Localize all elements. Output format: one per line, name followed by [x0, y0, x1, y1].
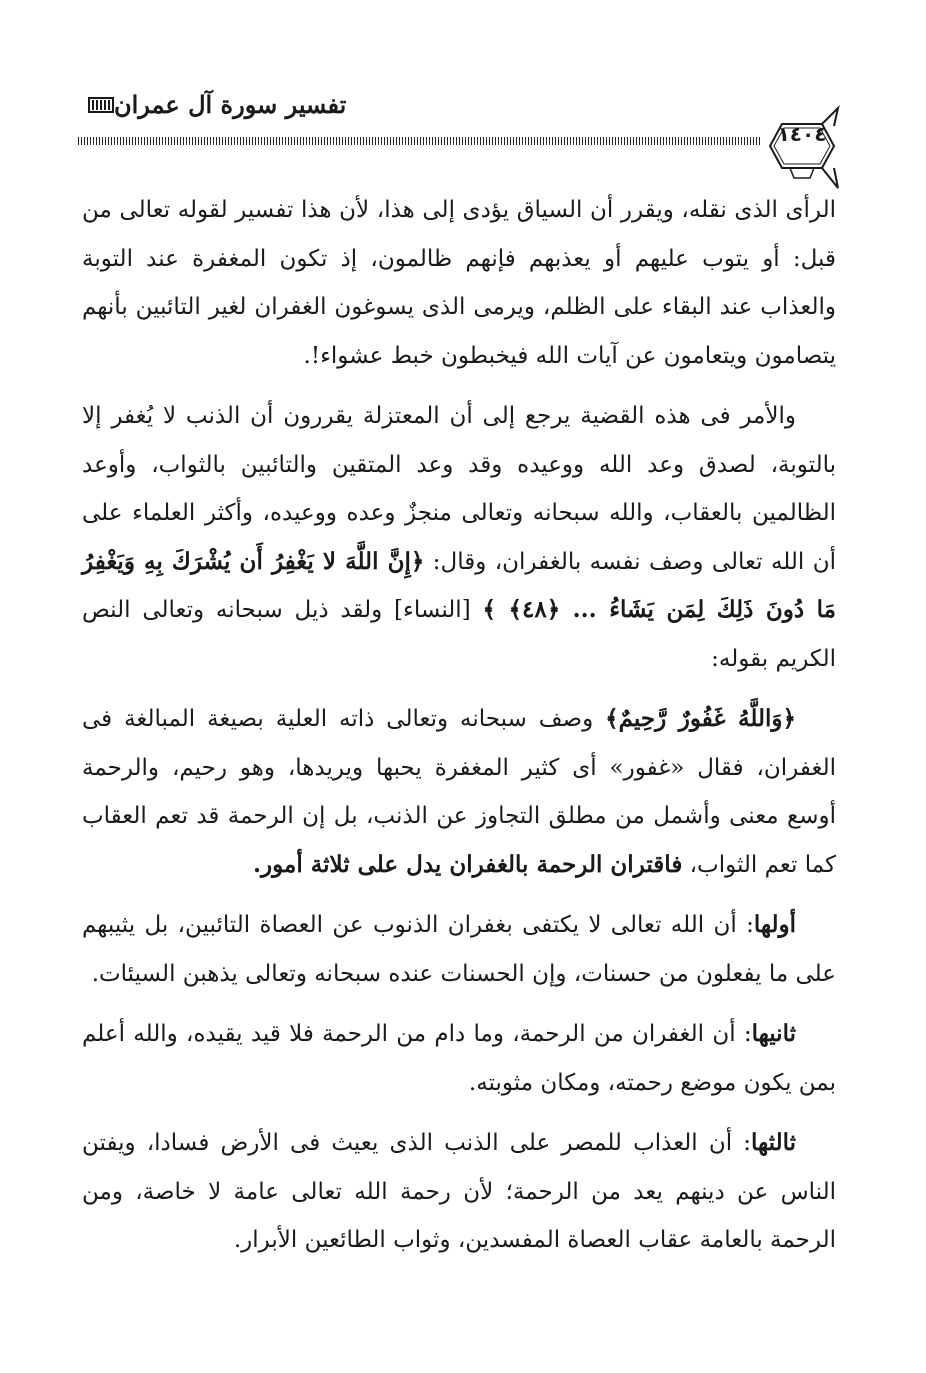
body-text [82, 186, 836, 1277]
paragraph [82, 186, 836, 380]
bold-text-segment: ﴿وَاللَّهُ غَفُورٌ رَّحِيمٌ﴾ [605, 705, 796, 732]
page-number-badge [760, 100, 844, 192]
text-segment: : أن الله تعالى لا يكتفى بغفران الذنوب عن العصاة التائبين، بل يثيبهم على ما يفعلون من حسنات، وإن الحسنات عنده سبحانه وتعالى يذهبن السيئات. [82, 912, 836, 987]
page-header [78, 80, 840, 190]
text-segment: والأمر فى هذه القضية يرجع إلى أن المعتزلة يقررون أن الذنب لا يُغفر إلا بالتوبة، لصدق وعد الله ووعيده وقد وعد المتقين والتائبين بالثواب، وأوعد الظالمين بالعقاب، والله سبحانه وتعالى منجزٌ وعده ووعيده، وأكثر العلماء على أن الله تعالى وصف نفسه بالغفران، وقال: [82, 403, 836, 575]
paragraph [82, 392, 836, 683]
paragraph [82, 901, 836, 998]
text-segment: : أن الغفران من الرحمة، وما دام من الرحمة فلا قيد يقيده، والله أعلم بمن يكون موضع رحمته، ومكان مثوبته. [82, 1021, 836, 1096]
text-segment: : أن العذاب للمصر على الذنب الذى يعيث فى الأرض فسادا، ويفتن الناس عن دينهم يعد من الرحمة؛ لأن رحمة الله تعالى عامة لا خاصة، ومن الرحمة بالعامة عقاب العصاة المفسدين، وثواب الطائعين الأبرار. [82, 1130, 836, 1253]
text-segment: [النساء] ولقد ذيل سبحانه وتعالى النص الكريم بقوله: [82, 597, 836, 672]
paragraph [82, 1119, 836, 1265]
bold-text-segment: ثالثها [751, 1129, 796, 1156]
header-rule [78, 137, 760, 145]
bold-text-segment: ثانيها [751, 1020, 796, 1047]
text-segment: وصف سبحانه وتعالى ذاته العلية بصيغة المبالغة فى الغفران، فقال «غفور» أى كثير المغفرة يحبها ويريدها، وهو رحيم، والرحمة أوسع معنى وأشمل من مطلق التجاوز عن الذنب، بل إن الرحمة قد تعم العقاب كما تعم الثواب، [82, 706, 836, 878]
running-head-title: تفسير سورة آل عمران [114, 90, 347, 119]
paragraph [82, 1010, 836, 1107]
badge-frame-icon [760, 100, 844, 192]
text-segment: الرأى الذى نقله، ويقرر أن السياق يؤدى إلى هذا، لأن هذا تفسير لقوله تعالى من قبل: أو يتوب عليهم أو يعذبهم فإنهم ظالمون، إذ تكون المغفرة عند التوبة والعذاب عند البقاء على الظلم، ويرمى الذى يسوغون الغفران لغير التائبين بأنهم يتصامون ويتعامون عن آيات الله فيخبطون خبط عشواء!. [82, 197, 836, 369]
paragraph [82, 695, 836, 889]
running-head [78, 90, 346, 119]
bold-text-segment: فاقتران الرحمة بالغفران يدل على ثلاثة أمور. [253, 850, 683, 878]
page-number: ١٤٠٤ [777, 122, 827, 146]
bold-text-segment: أولها [753, 911, 796, 938]
ornament-icon [88, 95, 114, 115]
bold-text-segment: ﴿إِنَّ اللَّهَ لا يَغْفِرُ أَن يُشْرَكَ بِهِ وَيَغْفِرُ مَا دُونَ ذَلِكَ لِمَن يَشَاءُ ... ﴿٤٨﴾ ﴾ [82, 547, 836, 623]
